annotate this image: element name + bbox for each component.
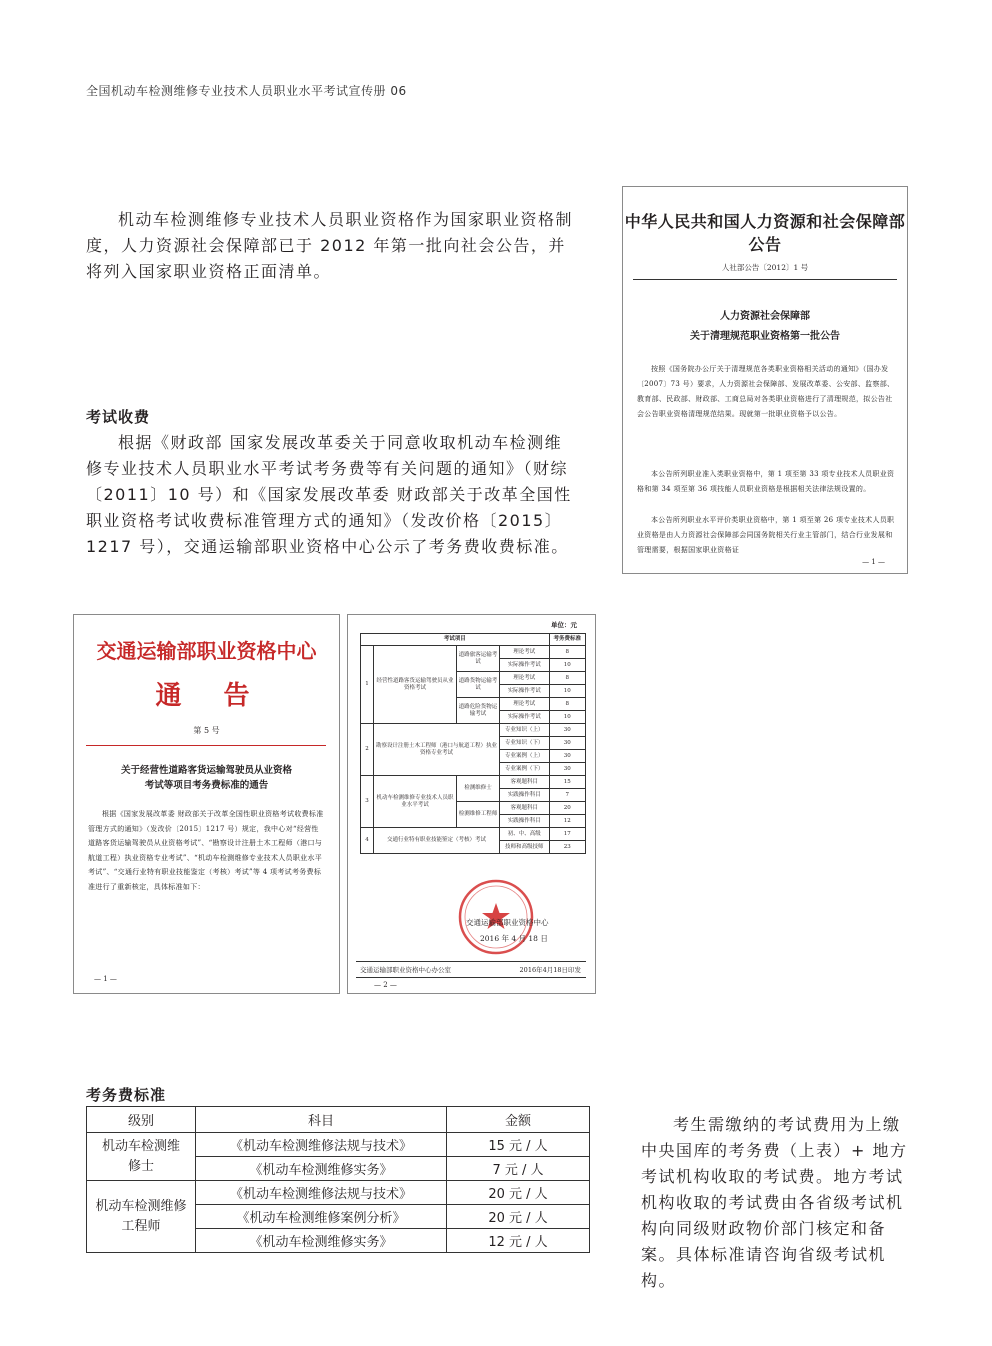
- fee-amount-cell: 12 元 / 人: [447, 1229, 590, 1253]
- item-fee: 8: [549, 698, 585, 711]
- notice-title-2: 考试等项目考务费标准的通告: [144, 780, 269, 791]
- transport-notice-scan: [73, 614, 340, 994]
- item-fee: 17: [549, 828, 585, 841]
- sub-name: 检测维修工程师: [457, 802, 500, 828]
- exam-fee-heading: 考试收费: [86, 408, 151, 426]
- group-number: 1: [361, 646, 374, 724]
- item-fee: 10: [549, 711, 585, 724]
- item-fee: 8: [549, 672, 585, 685]
- item-name: 实际操作考试: [500, 659, 550, 672]
- mohrss-paragraph-2: 本公告所列职业准入类职业资格中，第 1 项至第 33 项专业技术人员职业资格和第 34 项至第 36 项技能人员职业资格是根据相关法律法规设置的。: [637, 470, 895, 493]
- fee-level-cell: 机动车检测维修士: [87, 1133, 196, 1181]
- intro-paragraph: 机动车检测维修专业技术人员职业资格作为国家职业资格制度，人力资源社会保障部已于 2012 年第一批向社会公告，并将列入国家职业资格正面清单。: [86, 210, 574, 281]
- group-name: 交通行业特有职业技能鉴定（考核）考试: [374, 828, 500, 854]
- group-name: 机动车检测维修专业技术人员职业水平考试: [374, 776, 457, 828]
- mohrss-announcement-scan: [622, 186, 908, 574]
- item-name: 专业知识（上）: [500, 724, 550, 737]
- fee-table-head-fee: 考务费标准: [549, 634, 585, 646]
- item-fee: 20: [549, 802, 585, 815]
- mohrss-title: 中华人民共和国人力资源和社会保障部公告: [624, 212, 906, 254]
- item-fee: 7: [549, 789, 585, 802]
- group-number: 4: [361, 828, 374, 854]
- fee-table-footer-left: 交通运输部职业资格中心办公室: [360, 966, 451, 974]
- group-name: 勘察设计注册土木工程师（港口与航道工程）执业资格专业考试: [374, 724, 500, 776]
- fee-level-cell: 机动车检测维修工程师: [87, 1181, 196, 1253]
- item-fee: 30: [549, 724, 585, 737]
- fee-table-footer-rule-bottom: [356, 977, 586, 978]
- item-fee: 8: [549, 646, 585, 659]
- sub-name: 道路危险货物运输考试: [457, 698, 500, 724]
- item-name: 实践操作科目: [500, 815, 550, 828]
- item-name: 理论考试: [500, 646, 550, 659]
- mohrss-number: 人社部公告〔2012〕1 号: [721, 263, 809, 272]
- notice-title-1: 关于经营性道路客货运输驾驶员从业资格: [120, 765, 292, 776]
- mohrss-rule: [633, 279, 897, 280]
- mohrss-paragraph-3: 本公告所列职业水平评价类职业资格中，第 1 项至第 26 项专业技术人员职业资格是由人力资源社会保障部会同国务院相关行业主管部门，结合行业发展和管理需要，根据国家职业资格证: [637, 516, 895, 554]
- mohrss-subtitle-1: 人力资源社会保障部: [720, 311, 810, 322]
- fee-amount-cell: 20 元 / 人: [447, 1181, 590, 1205]
- group-number: 3: [361, 776, 374, 828]
- fee-amount-cell: 15 元 / 人: [447, 1133, 590, 1157]
- item-name: 理论考试: [500, 672, 550, 685]
- page-header: 全国机动车检测维修专业技术人员职业水平考试宣传册 06: [86, 84, 407, 98]
- notice-body: 根据《国家发展改革委 财政部关于改革全国性职业资格考试收费标准管理方式的通知》（发改价〔2015〕1217 号）规定，我中心对“经营性道路客货运输驾驶员从业资格考试”、“勘察设计注册土木工程师（港口与航道工程）执业资格专业考试”、“机动车检测维修专业技术人员职业水平考试”、“交通行业特有职业技能鉴定（考核）考试”等 4 项考试考务费标准进行了重新核定，具体标准如下：: [88, 810, 324, 891]
- fee-subject-cell: 《机动车检测维修实务》: [196, 1229, 447, 1253]
- item-name: 技师和高级技师: [500, 841, 550, 854]
- notice-red-rule: [86, 745, 326, 746]
- item-name: 专业知识（下）: [500, 737, 550, 750]
- mohrss-page-number: — 1 —: [862, 558, 885, 566]
- fee-header-level: 级别: [87, 1107, 196, 1133]
- fee-subject-cell: 《机动车检测维修案例分析》: [196, 1205, 447, 1229]
- fee-table-sign-date: 2016 年 4 月 18 日: [480, 934, 548, 943]
- fee-table-page-number: — 2 —: [374, 981, 397, 989]
- mohrss-paragraph-1: 按照《国务院办公厅关于清理规范各类职业资格相关活动的通知》（国办发〔2007〕73 号）要求，人力资源社会保障部、发展改革委、公安部、监察部、教育部、民政部、财政部、工商总局对各类职业资格进行了清理规范，拟公告社会公告职业资格清理规范结果。现就第一批职业资格予以公告。: [637, 365, 895, 418]
- fee-subject-cell: 《机动车检测维修法规与技术》: [196, 1181, 447, 1205]
- item-name: 客观题科目: [500, 802, 550, 815]
- sub-name: 检测维修士: [457, 776, 500, 802]
- item-fee: 10: [549, 659, 585, 672]
- fee-table-sign-org: 交通运输部职业资格中心: [466, 918, 549, 927]
- item-name: 初、中、高级: [500, 828, 550, 841]
- item-name: 客观题科目: [500, 776, 550, 789]
- fee-table-scan: [347, 614, 596, 994]
- mohrss-subtitle-2: 关于清理规范职业资格第一批公告: [690, 331, 840, 342]
- fee-table-unit: 单位：元: [551, 621, 577, 629]
- fee-subject-cell: 《机动车检测维修实务》: [196, 1157, 447, 1181]
- item-fee: 30: [549, 763, 585, 776]
- fee-amount-cell: 7 元 / 人: [447, 1157, 590, 1181]
- notice-type: 通 告: [155, 681, 258, 711]
- item-fee: 30: [549, 750, 585, 763]
- fee-table-head-item: 考试项目: [361, 634, 550, 646]
- item-fee: 30: [549, 737, 585, 750]
- fee-standard-heading: 考务费标准: [86, 1086, 167, 1104]
- item-name: 实践操作科目: [500, 789, 550, 802]
- item-name: 实际操作考试: [500, 685, 550, 698]
- group-name: 经营性道路客货运输驾驶员从业资格考试: [374, 646, 457, 724]
- fee-subject-cell: 《机动车检测维修法规与技术》: [196, 1133, 447, 1157]
- notice-number: 第 5 号: [193, 726, 220, 735]
- fee-table-mini: [360, 633, 586, 854]
- item-name: 理论考试: [500, 698, 550, 711]
- side-note-paragraph: 考生需缴纳的考试费用为上缴中央国库的考务费（上表）+ 地方考试机构收取的考试费。地方考试机构收取的考试费由各省级考试机构向同级财政物价部门核定和备案。具体标准请咨询省级考试机构。: [641, 1115, 908, 1290]
- item-fee: 12: [549, 815, 585, 828]
- item-fee: 15: [549, 776, 585, 789]
- item-fee: 10: [549, 685, 585, 698]
- notice-org-name: 交通运输部职业资格中心: [96, 639, 317, 663]
- fee-table-footer-rule-top: [356, 961, 586, 962]
- fee-amount-cell: 20 元 / 人: [447, 1205, 590, 1229]
- item-name: 专业案例（下）: [500, 763, 550, 776]
- fee-standard-table: [86, 1106, 590, 1253]
- item-fee: 23: [549, 841, 585, 854]
- item-name: 实际操作考试: [500, 711, 550, 724]
- exam-fee-paragraph: 根据《财政部 国家发展改革委关于同意收取机动车检测维修专业技术人员职业水平考试考务费等有关问题的通知》（财综〔2011〕10 号）和《国家发展改革委 财政部关于改革全国性职业资格考试收费标准管理方式的通知》（发改价格〔2015〕1217 号），交通运输部职业资格中心公示了考务费收费标准。: [86, 433, 572, 556]
- fee-table-footer-right: 2016年4月18日印发: [519, 966, 581, 974]
- notice-page-number: — 1 —: [94, 975, 117, 983]
- sub-name: 道路旅客运输考试: [457, 646, 500, 672]
- item-name: 专业案例（上）: [500, 750, 550, 763]
- fee-header-amount: 金额: [447, 1107, 590, 1133]
- fee-header-subject: 科目: [196, 1107, 447, 1133]
- sub-name: 道路货物运输考试: [457, 672, 500, 698]
- group-number: 2: [361, 724, 374, 776]
